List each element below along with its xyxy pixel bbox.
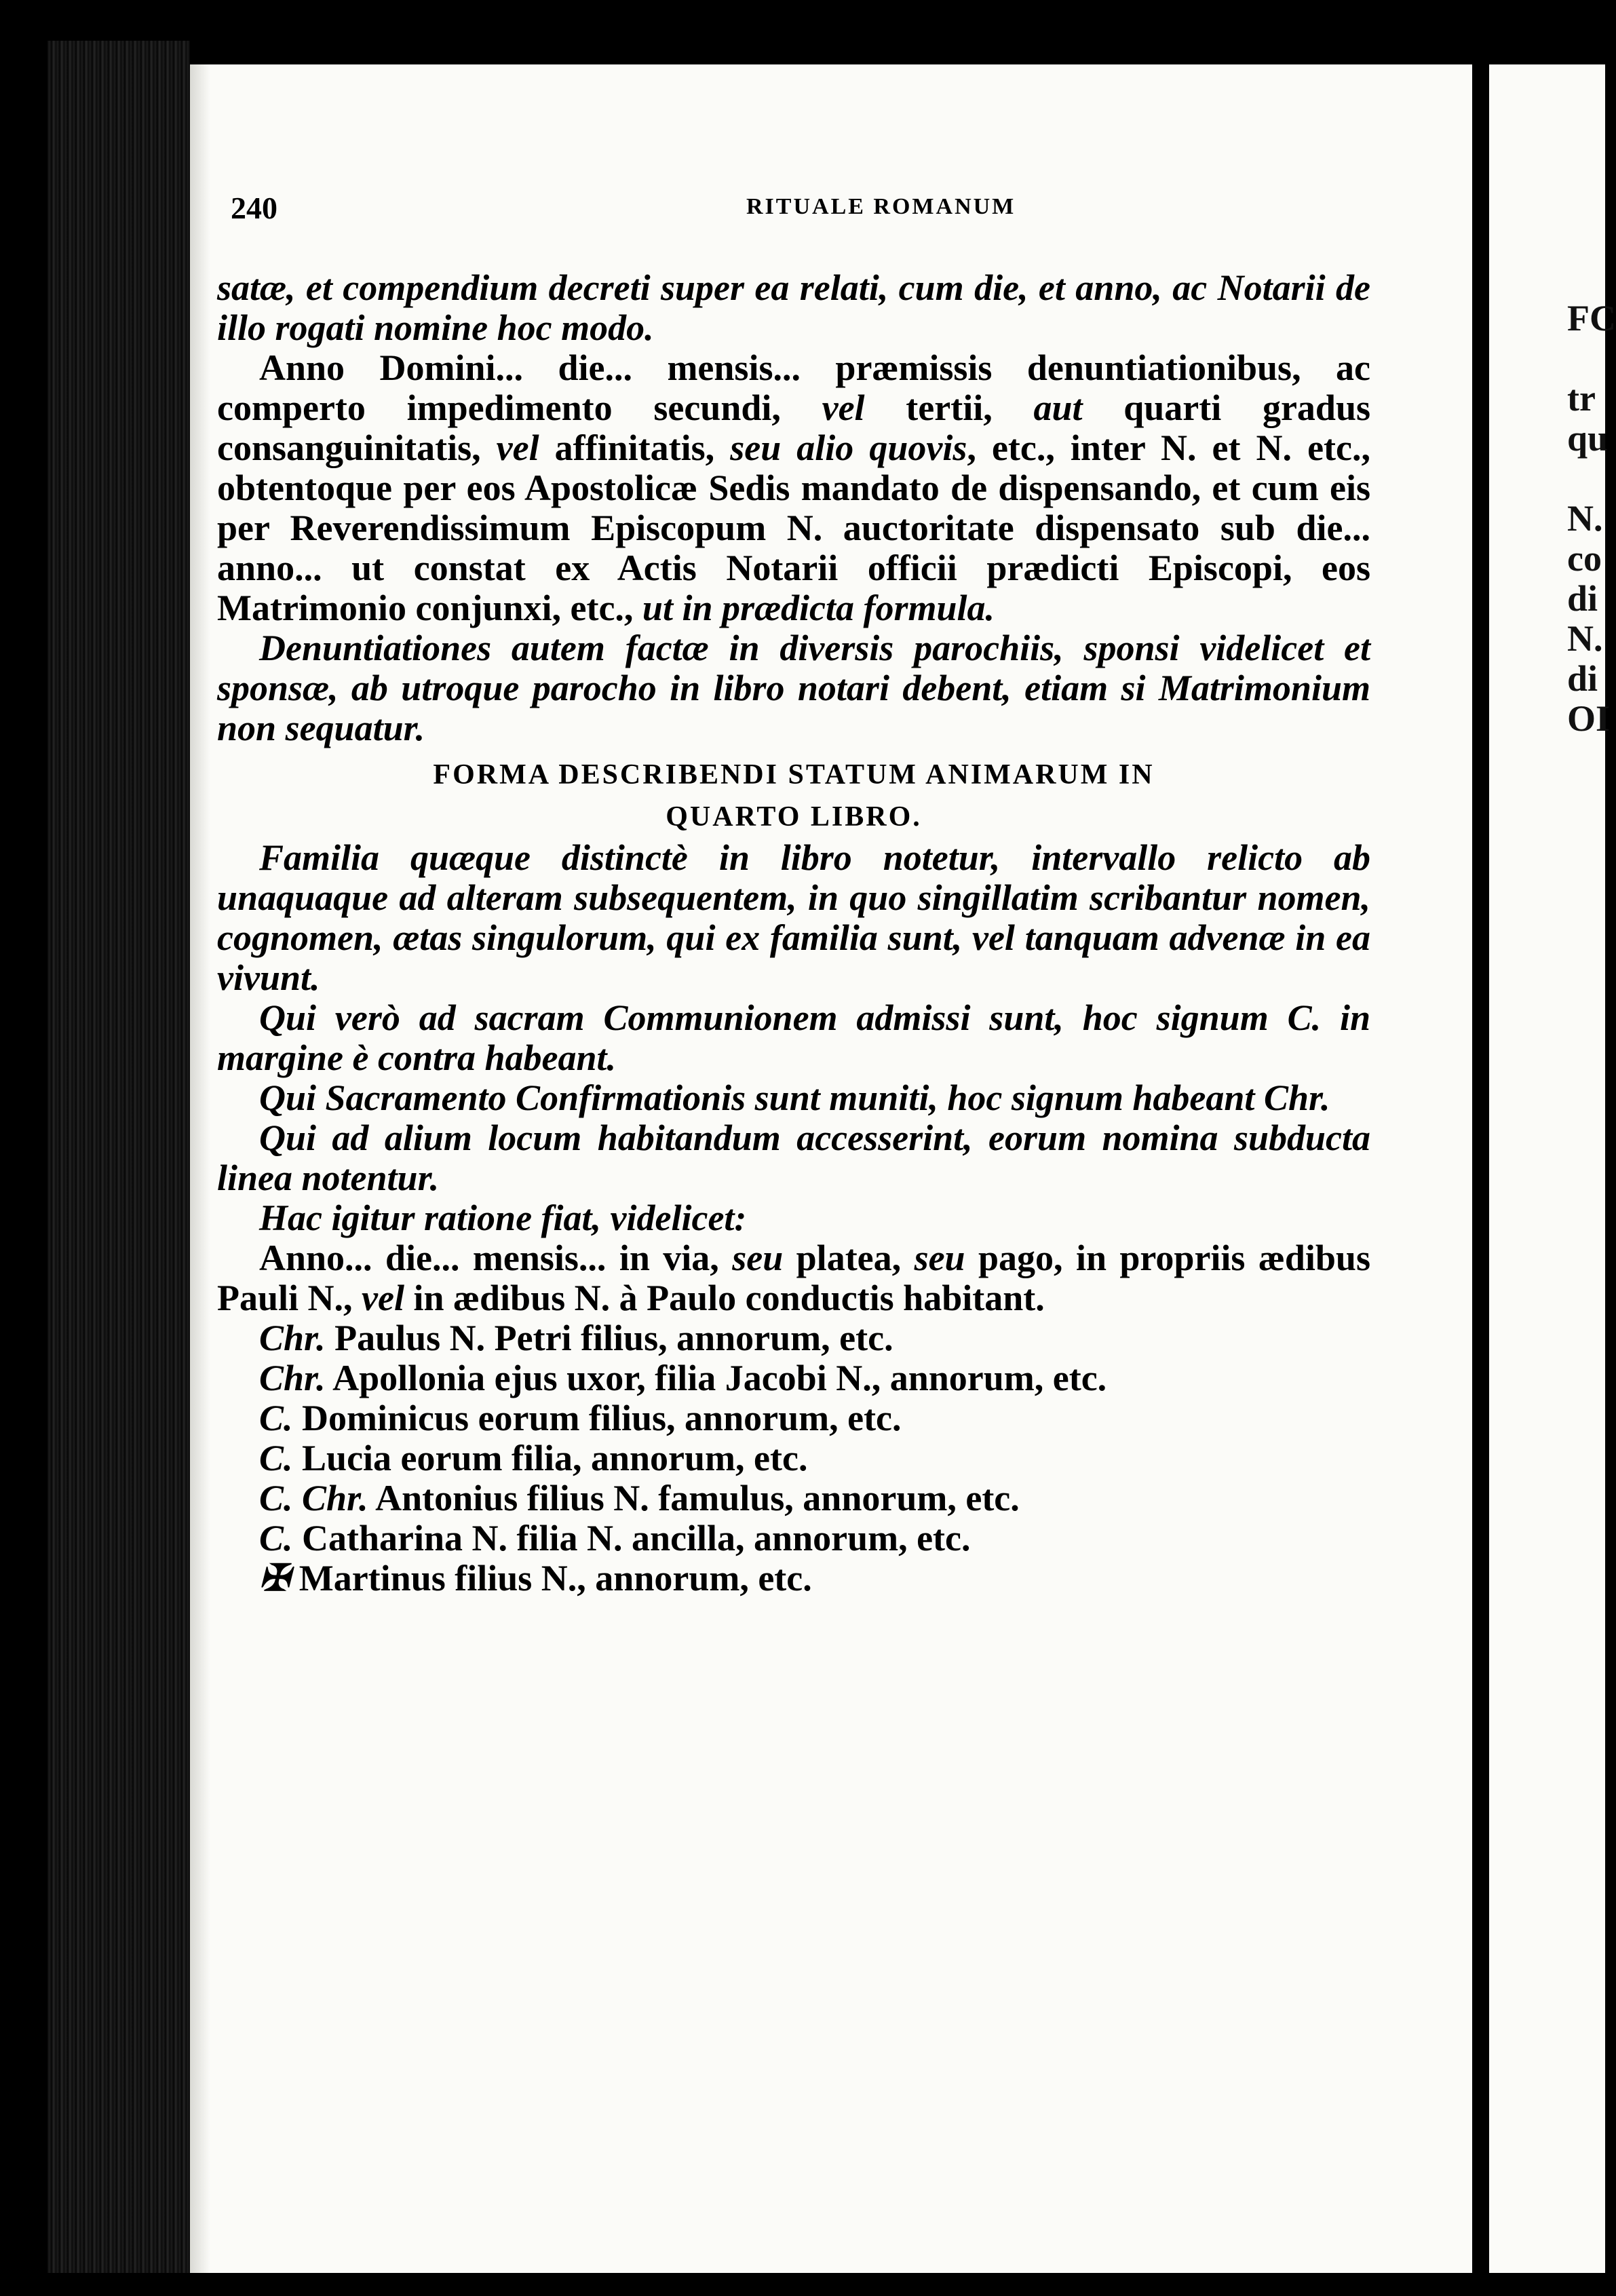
register-entry <box>217 1398 1370 1438</box>
section-heading <box>217 754 1370 838</box>
book-spine <box>47 41 190 2273</box>
running-head-title: RITUALE ROMANUM <box>746 194 1016 219</box>
entry-sign: C. <box>259 1518 293 1558</box>
entry-text: Antonius filius N. famulus, annorum, etc. <box>368 1478 1020 1518</box>
adjacent-page-fragment: tr <box>1567 378 1596 419</box>
italic-run: aut <box>1033 387 1083 428</box>
instruction-paragraph: Familia quæque distinctè in libro notetur, intervallo relicto ab unaquaque ad alteram subsequentem, in quo singillatim scribantur nomen, cognomen, ætas singulorum, qui ex familia sunt, vel tanquam advenæ in ea vivunt. <box>217 837 1370 998</box>
adjacent-page-fragment <box>1567 339 1616 379</box>
adjacent-page-fragment: OI <box>1567 698 1611 739</box>
adjacent-page-fragment: di <box>1567 578 1598 619</box>
text-run: quarti gradus consanguinitatis, <box>217 387 1370 468</box>
instruction-paragraph: Qui verò ad sacram Communionem admissi sunt, hoc signum C. in margine è contra habeant. <box>217 997 1370 1078</box>
section-heading-line-1: FORMA DESCRIBENDI STATUM ANIMARUM IN <box>433 759 1155 790</box>
adjacent-page-text <box>1567 299 1616 739</box>
italic-run: vel <box>822 387 865 428</box>
running-head <box>231 190 1384 231</box>
italic-run: seu <box>732 1238 784 1278</box>
adjacent-page-fragment: N. <box>1567 498 1603 539</box>
entry-sign: C. <box>259 1438 293 1478</box>
text-run: pago, in propriis ædibus Pauli N., <box>217 1238 1370 1318</box>
text-run: Anno... die... mensis... in via, <box>259 1238 733 1278</box>
adjacent-page-fragment: di <box>1567 658 1598 699</box>
entry-text: Catharina N. filia N. ancilla, annorum, etc. <box>292 1518 971 1558</box>
paragraph-2 <box>217 348 1370 628</box>
text-run: tertii, <box>864 387 1034 428</box>
adjacent-page-fragment <box>1567 459 1616 499</box>
register-entry <box>217 1558 1370 1599</box>
register-entry <box>217 1438 1370 1478</box>
text-run: , etc., inter N. et N. etc., obtentoque per eos Apostolicæ Sedis mandato de dispensando, et cum eis per Reverendissimum Episcopum N. auctoritate dispensato sub die... anno... ut constat ex Actis Notarii officii prædicti Episcopi, eos Matrimonio conjunxi, etc., <box>217 427 1370 628</box>
address-line <box>217 1238 1370 1318</box>
entry-sign: C. <box>259 1398 293 1438</box>
instruction-paragraph: Qui Sacramento Confirmationis sunt muniti, hoc signum habeant Chr. <box>259 1077 1330 1118</box>
entry-text: Lucia eorum filia, annorum, etc. <box>292 1438 808 1478</box>
text-run: platea, <box>783 1238 915 1278</box>
adjacent-page-fragment: FC <box>1567 298 1616 339</box>
adjacent-page-fragment: qu <box>1567 418 1609 459</box>
entry-text: Apollonia ejus uxor, filia Jacobi N., annorum, etc. <box>325 1358 1107 1398</box>
text-run: Anno Domini... die... mensis... præmissis denuntiationibus, ac comperto impedimento secundi, <box>217 347 1370 428</box>
paragraph-1: satæ, et compendium decreti super ea relati, cum die, et anno, ac Notarii de illo rogati nomine hoc modo. <box>217 267 1370 348</box>
adjacent-page-fragment: co <box>1567 538 1602 579</box>
register-entry <box>217 1518 1370 1558</box>
page-body <box>217 268 1370 1599</box>
italic-run: seu <box>914 1238 965 1278</box>
entry-text: Martinus filius N., annorum, etc. <box>290 1558 812 1599</box>
italic-run: vel <box>362 1278 404 1318</box>
entry-text: Paulus N. Petri filius, annorum, etc. <box>325 1318 893 1358</box>
italic-run: ut in prædicta formula. <box>642 588 995 628</box>
instruction-paragraph: Hac igitur ratione fiat, videlicet: <box>259 1198 747 1238</box>
instruction-paragraph: Qui ad alium locum habitandum accesserint, eorum nomina subducta linea notentur. <box>217 1117 1370 1198</box>
entry-text: Dominicus eorum filius, annorum, etc. <box>292 1398 902 1438</box>
section-heading-line-2: QUARTO LIBRO. <box>666 801 922 833</box>
register-entries <box>217 1318 1370 1599</box>
page-gutter <box>1472 64 1489 2273</box>
adjacent-page-fragment: N. <box>1567 618 1603 659</box>
entry-sign: C. Chr. <box>259 1478 368 1518</box>
text-run: in ædibus N. à Paulo conductis habitant. <box>404 1278 1045 1318</box>
register-entry <box>217 1478 1370 1518</box>
text-run: affinitatis, <box>539 427 731 468</box>
register-entry <box>217 1318 1370 1358</box>
register-entry <box>217 1358 1370 1398</box>
entry-sign: Chr. <box>259 1318 326 1358</box>
italic-run: vel <box>496 427 539 468</box>
italic-run: seu alio quovis <box>730 427 967 468</box>
entry-sign: Chr. <box>259 1358 326 1398</box>
page-number: 240 <box>231 191 277 225</box>
entry-sign: ✠ <box>259 1558 290 1599</box>
paragraph-3: Denuntiationes autem factæ in diversis parochiis, sponsi videlicet et sponsæ, ab utroque parocho in libro notari debent, etiam si Matrimonium non sequatur. <box>217 628 1370 748</box>
